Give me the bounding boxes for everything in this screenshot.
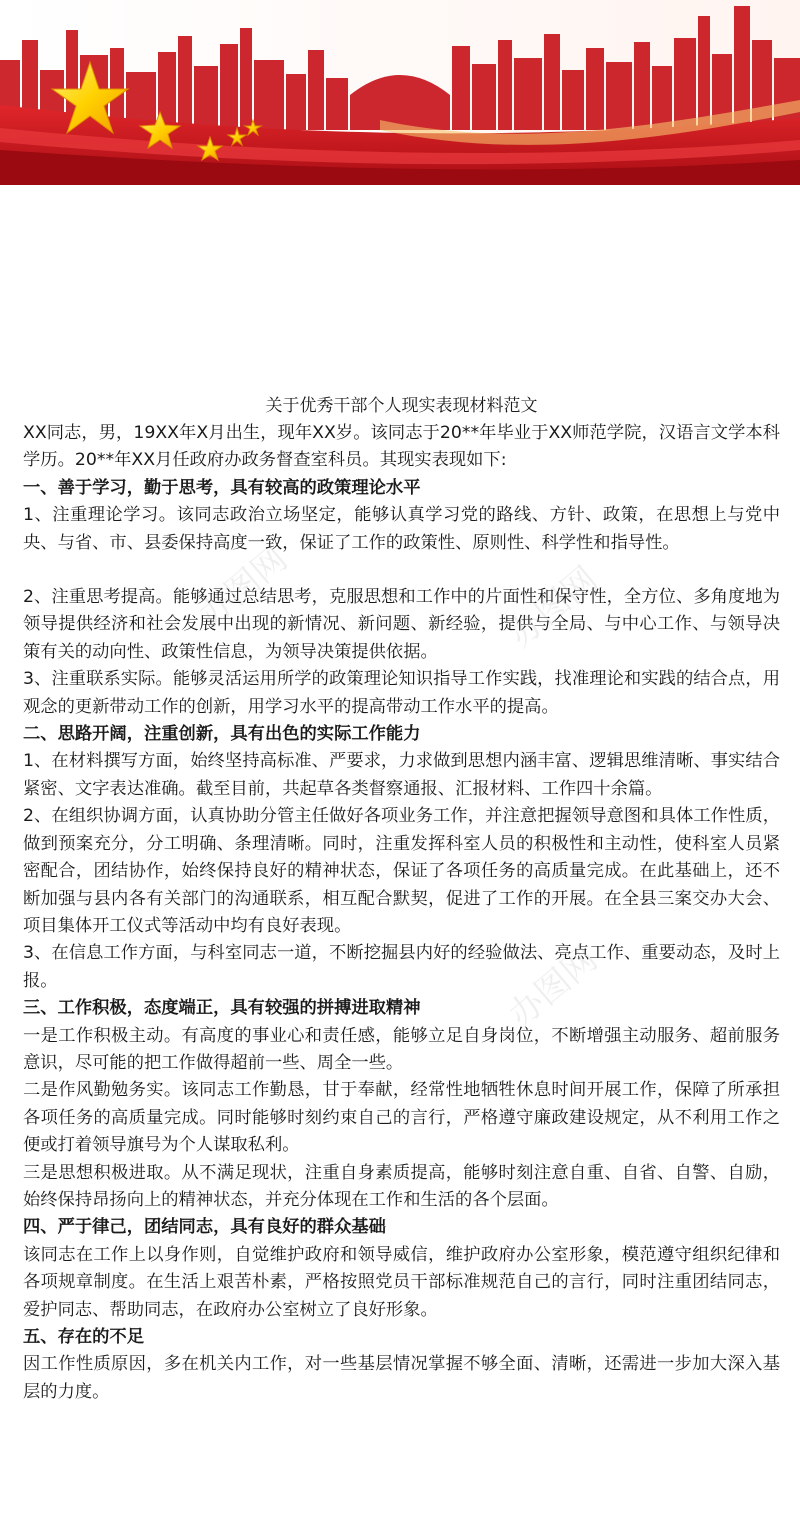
section-heading: 三、工作积极，态度端正，具有较强的拼搏进取精神 [23, 998, 421, 1019]
document-title: 关于优秀干部个人现实表现材料范文 [265, 396, 538, 416]
paragraph: 1、在材料撰写方面，始终坚持高标准、严要求，力求做到思想内涵丰富、逻辑思维清晰、事实结合紧密、文字表达准确。截至目前，共起草各类督察通报、汇报材料、工作四十余篇。 [23, 751, 780, 799]
section-heading: 四、严于律己，团结同志，具有良好的群众基础 [23, 1217, 386, 1238]
watermark: 办图网 [501, 559, 606, 656]
paragraph: 2、在组织协调方面，认真协助分管主任做好各项业务工作，并注意把握领导意图和具体工作性质，做到预案充分，分工明确、条理清晰。同时，注重发挥科室人员的积极性和主动性，使科室人员紧密配合，团结协作，始终保持良好的精神状态，保证了各项任务的高质量完成。在此基础上，还不断加强与县内各有关部门的沟通联系，相互配合默契，促进了工作的开展。在全县三案交办大会、项目集体开工仪式等活动中均有良好表现。 [23, 806, 780, 936]
paragraph: 一是工作积极主动。有高度的事业心和责任感，能够立足自身岗位，不断增强主动服务、超前服务意识，尽可能的把工作做得超前一些、周全一些。 [23, 1025, 780, 1073]
header-banner [0, 0, 800, 185]
paragraph: 2、注重思考提高。能够通过总结思考，克服思想和工作中的片面性和保守性，全方位、多角度地为领导提供经济和社会发展中出现的新情况、新问题、新经验，提供与全局、与中心工作、与领导决策有关的动向性、政策性信息，为领导决策提供依据。 [23, 587, 780, 662]
watermark: 办图网 [191, 539, 296, 636]
paragraph: 因工作性质原因，多在机关内工作，对一些基层情况掌握不够全面、清晰，还需进一步加大深入基层的力度。 [23, 1354, 780, 1402]
blank-line [23, 557, 780, 584]
section-heading: 一、善于学习，勤于思考，具有较高的政策理论水平 [23, 477, 421, 498]
section-heading: 二、思路开阔，注重创新，具有出色的实际工作能力 [23, 724, 421, 745]
document-content [23, 420, 780, 1406]
watermark: 办图网 [501, 939, 606, 1036]
document-body [23, 393, 780, 1406]
paragraph: 三是思想积极进取。从不满足现状，注重自身素质提高，能够时刻注意自重、自省、自警、自励，始终保持昂扬向上的精神状态，并充分体现在工作和生活的各个层面。 [23, 1162, 780, 1210]
section-heading: 五、存在的不足 [23, 1327, 144, 1347]
paragraph: 该同志在工作上以身作则，自觉维护政府和领导威信，维护政府办公室形象，模范遵守组织纪律和各项规章制度。在生活上艰苦朴素，严格按照党员干部标准规范自己的言行，同时注重团结同志，爱护同志、帮助同志，在政府办公室树立了良好形象。 [23, 1244, 780, 1320]
paragraph: 3、在信息工作方面，与科室同志一道，不断挖掘县内好的经验做法、亮点工作、重要动态，及时上报。 [23, 943, 780, 991]
paragraph: XX同志，男，19XX年X月出生，现年XX岁。该同志于20**年毕业于XX师范学院，汉语言文学本科学历。20**年XX月任政府办政务督查室科员。其现实表现如下: [23, 423, 780, 471]
paragraph: 1、注重理论学习。该同志政治立场坚定，能够认真学习党的路线、方针、政策，在思想上与党中央、与省、市、县委保持高度一致，保证了工作的政策性、原则性、科学性和指导性。 [23, 505, 780, 553]
paragraph: 3、注重联系实际。能够灵活运用所学的政策理论知识指导工作实践，找准理论和实践的结合点，用观念的更新带动工作的创新，用学习水平的提高带动工作水平的提高。 [23, 669, 780, 717]
paragraph: 二是作风勤勉务实。该同志工作勤恳，甘于奉献，经常性地牺牲休息时间开展工作，保障了所承担各项任务的高质量完成。同时能够时刻约束自己的言行，严格遵守廉政建设规定，从不利用工作之便或打着领导旗号为个人谋取私利。 [23, 1080, 780, 1156]
